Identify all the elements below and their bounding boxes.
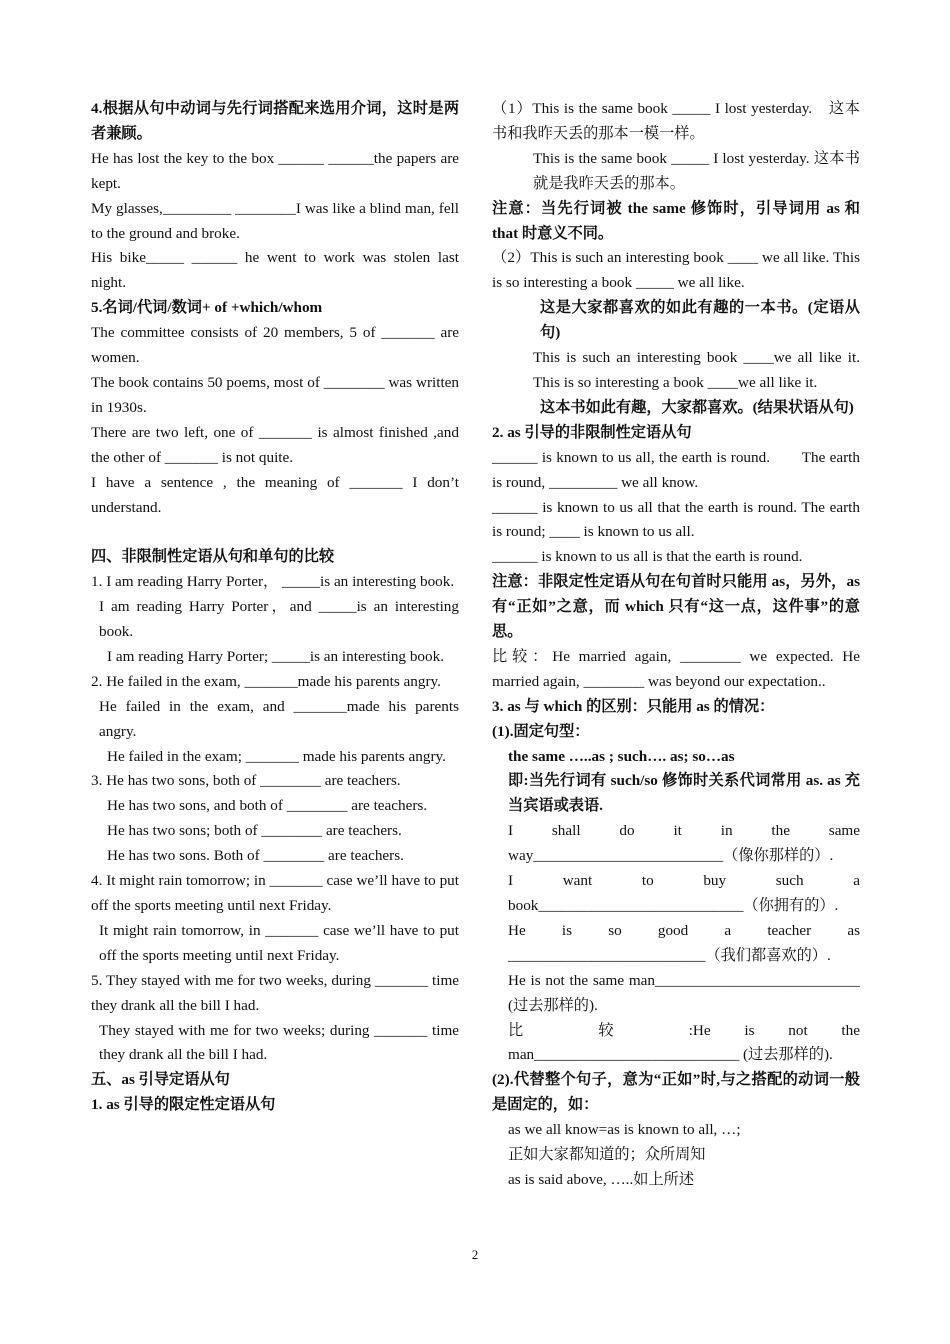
heading-line: 2. as 引导的非限制性定语从句 xyxy=(492,423,692,441)
text-line: as is said above, …..如上所述 xyxy=(508,1170,695,1188)
text-line: They stayed with me for two weeks; during _______ time they drank all the bill I had. xyxy=(99,1021,459,1064)
text-line: ______ is known to us all that the earth is round. The earth is round; ____ is known to us all. xyxy=(492,498,860,541)
text-line: （2）This is such an interesting book ____ we all like. This is so interesting a book _____ we all like. xyxy=(492,249,860,292)
right-column xyxy=(492,97,860,1193)
text-line: I want to buy such a book___________________________（你拥有的）. xyxy=(508,872,860,914)
page-number: 2 xyxy=(471,1247,479,1262)
heading-line: 注意：非限定性定语从句在句首时只能用 as，另外，as 有“正如”之意，而 which 只有“这一点，这件事”的意思。 xyxy=(492,573,860,641)
text-line: 2. He failed in the exam, _______made his parents angry. xyxy=(91,672,441,690)
text-line: It might rain tomorrow, in _______ case we’ll have to put off the sports meeting until next Friday. xyxy=(99,921,459,964)
heading-line: (2).代替整个句子，意为“正如”时,与之搭配的动词一般是固定的，如： xyxy=(492,1071,860,1114)
text-line: He has two sons. Both of ________ are teachers. xyxy=(107,847,404,865)
text-line: This is the same book _____ I lost yesterday. 这本书就是我昨天丢的那本。 xyxy=(533,149,860,192)
heading-line: 4.根据从句中动词与先行词搭配来选用介词，这时是两者兼顾。 xyxy=(91,100,459,142)
heading-line: 这本书如此有趣，大家都喜欢。(结果状语从句) xyxy=(540,398,854,416)
text-line: He is not the same man___________________________ (过去那样的). xyxy=(508,971,860,1014)
heading-line: 这是大家都喜欢的如此有趣的一本书。(定语从句) xyxy=(540,299,860,342)
text-line: 1. I am reading Harry Porter， _____is an interesting book. xyxy=(91,573,455,591)
text-line: 正如大家都知道的；众所周知 xyxy=(508,1146,706,1164)
text-line: ______ is known to us all, the earth is round. The earth is round, _________ we all know. xyxy=(492,448,860,491)
heading-line: 注意：当先行词被 the same 修饰时，引导词用 as 和 that 时意义不同。 xyxy=(492,199,860,242)
text-line: My glasses,_________ ________I was like a blind man, fell to the ground and broke. xyxy=(91,199,459,242)
text-line: （1）This is the same book _____ I lost yesterday. 这本书和我昨天丢的那本一模一样。 xyxy=(492,100,860,142)
heading-line: 即:当先行词有 such/so 修饰时关系代词常用 as. as 充当宾语或表语. xyxy=(508,772,860,815)
text-line: He failed in the exam; _______ made his parents angry. xyxy=(107,747,446,765)
text-line: 比较：He married again, ________ we expected. He married again, ________ was beyond our expectation.. xyxy=(492,647,860,690)
text-line: He has two sons, and both of ________ are teachers. xyxy=(107,797,428,815)
heading-line: the same …..as ; such…. as; so…as xyxy=(508,747,735,765)
text-line: He is so good a teacher as __________________________（我们都喜欢的）. xyxy=(508,921,860,964)
text-line: 3. He has two sons, both of ________ are teachers. xyxy=(91,772,401,790)
text-line: The committee consists of 20 members, 5 of _______ are women. xyxy=(91,324,459,367)
text-line: I am reading Harry Porter，and _____is an interesting book. xyxy=(99,598,459,641)
heading-line: 3. as 与 which 的区别：只能用 as 的情况： xyxy=(492,697,775,715)
text-line: There are two left, one of _______ is almost finished ,and the other of _______ is not quite. xyxy=(91,423,459,466)
text-line: 比 较 :He is not the man___________________________ (过去那样的). xyxy=(508,1021,860,1064)
text-line xyxy=(91,520,459,545)
text-line: 4. It might rain tomorrow; in _______ case we’ll have to put off the sports meeting until next Friday. xyxy=(91,872,459,914)
text-line: He failed in the exam, and _______made his parents angry. xyxy=(99,697,459,740)
heading-line: 1. as 引导的限定性定语从句 xyxy=(91,1096,276,1114)
text-line: 5. They stayed with me for two weeks, during _______ time they drank all the bill I had. xyxy=(91,971,459,1014)
text-line: He has lost the key to the box ______ ______the papers are kept. xyxy=(91,149,459,192)
text-line: He has two sons; both of ________ are teachers. xyxy=(107,822,402,840)
text-line: ______ is known to us all is that the earth is round. xyxy=(492,548,803,566)
text-line: I am reading Harry Porter; _____is an interesting book. xyxy=(107,647,444,665)
heading-line: 五、as 引导定语从句 xyxy=(91,1071,230,1089)
text-line: His bike_____ ______ he went to work was stolen last night. xyxy=(91,249,459,292)
text-line: I shall do it in the same way_________________________（像你那样的）. xyxy=(508,822,860,865)
heading-line: 5.名词/代词/数词+ of +which/whom xyxy=(91,299,323,317)
text-line: as we all know=as is known to all, …; xyxy=(508,1121,741,1139)
text-line: This is such an interesting book ____we all like it. This is so interesting a book ____we all like it. xyxy=(533,349,860,391)
heading-line: 四、非限制性定语从句和单句的比较 xyxy=(91,548,334,566)
text-line: I have a sentence , the meaning of _______ I don’t understand. xyxy=(91,473,459,516)
left-column xyxy=(91,97,459,1118)
heading-line: (1).固定句型： xyxy=(492,722,590,740)
text-line: The book contains 50 poems, most of ________ was written in 1930s. xyxy=(91,373,459,416)
